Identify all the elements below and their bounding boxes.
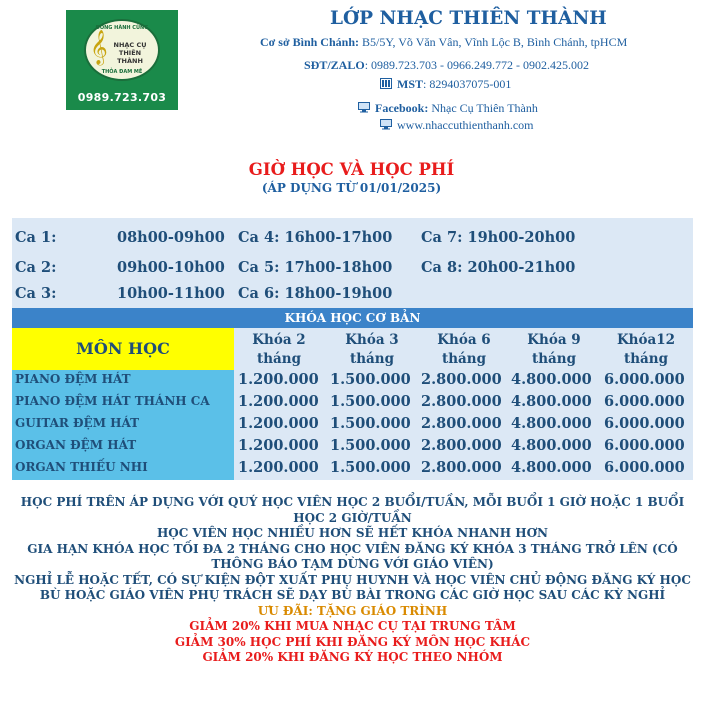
shift-label: Ca 3: [15, 285, 57, 302]
facebook-line [358, 101, 538, 116]
subject-name: ORGAN ĐỆM HÁT [15, 438, 137, 452]
shift-time: 18h00-19h00 [284, 285, 393, 302]
price-cell: 2.800.000 [421, 459, 502, 476]
branch-label: Cơ sở Bình Chánh: [260, 35, 359, 49]
price-cell: 6.000.000 [604, 459, 685, 476]
price-cell: 4.800.000 [511, 371, 592, 388]
duration-header [244, 331, 314, 369]
discount-note: GIẢM 30% HỌC PHÍ KHI ĐĂNG KÝ MÔN HỌC KHÁC [174, 634, 531, 649]
tax-value: : 8294037075-001 [423, 77, 512, 91]
logo-ring-top-text: ĐỒNG HÀNH CÙNG [95, 25, 149, 31]
price-cell: 2.800.000 [421, 437, 502, 454]
price-cell: 2.800.000 [421, 393, 502, 410]
subject-name: PIANO ĐỆM HÁT [15, 372, 131, 386]
duration-line: Khóa 2 [252, 332, 306, 348]
shift-entry [238, 285, 392, 302]
price-cell: 1.500.000 [330, 371, 411, 388]
school-name: LỚP NHẠC THIÊN THÀNH [330, 8, 607, 29]
logo-name-line: THÀNH [117, 57, 143, 65]
price-cell: 4.800.000 [511, 393, 592, 410]
shift-label: Ca 6: [238, 285, 280, 302]
subject-name: GUITAR ĐỆM HÁT [15, 416, 140, 430]
shift-label: Ca 7: [421, 229, 463, 246]
computer-icon [380, 119, 392, 130]
logo-emblem [84, 19, 160, 81]
shift-label: Ca 8: [421, 259, 463, 276]
duration-line: tháng [441, 351, 487, 367]
duration-header [337, 331, 407, 369]
shift-entry [238, 259, 392, 276]
price-cell: 6.000.000 [604, 415, 685, 432]
subject-column-header: MÔN HỌC [12, 328, 234, 370]
shift-entry [421, 259, 575, 276]
phone-label: SĐT/ZALO [304, 58, 365, 72]
shift-entry [238, 229, 392, 246]
logo [66, 10, 178, 110]
tax-line [380, 77, 511, 92]
shift-time: 16h00-17h00 [284, 229, 393, 246]
price-cell: 1.500.000 [330, 437, 411, 454]
duration-line: Khóa 6 [437, 332, 491, 348]
discount-note: GIẢM 20% KHI MUA NHẠC CỤ TẠI TRUNG TÂM [189, 619, 516, 633]
website-line [380, 118, 534, 133]
treble-clef-icon: 𝄞 [90, 30, 108, 65]
price-cell: 1.200.000 [238, 437, 319, 454]
phone-line [304, 58, 589, 73]
website-value: www.nhaccuthienthanh.com [397, 118, 534, 132]
duration-line: Khóa 9 [527, 332, 581, 348]
shift-label: Ca 4: [238, 229, 280, 246]
price-cell: 4.800.000 [511, 437, 592, 454]
price-cell: 6.000.000 [604, 371, 685, 388]
price-cell: 1.200.000 [238, 415, 319, 432]
discount-note: GIẢM 20% KHI ĐĂNG KÝ HỌC THEO NHÓM [202, 650, 503, 664]
duration-header [611, 331, 681, 369]
branch-address-value: B5/5Y, Võ Văn Vân, Vĩnh Lộc B, Bình Chánh, tpHCM [359, 35, 628, 49]
price-cell: 1.200.000 [238, 393, 319, 410]
logo-name-line: NHẠC CỤ [113, 41, 147, 49]
shift-label: Ca 5: [238, 259, 280, 276]
shift-entry [421, 229, 575, 246]
page-title: GIỜ HỌC VÀ HỌC PHÍ [248, 160, 455, 179]
duration-line: Khóa12 [616, 332, 676, 348]
logo-ring-bottom-text: THỎA ĐAM MÊ [101, 69, 143, 75]
duration-header [429, 331, 499, 369]
duration-line: tháng [623, 351, 669, 367]
shift-time: 10h00-11h00 [117, 285, 225, 302]
price-cell: 1.500.000 [330, 415, 411, 432]
price-cell: 1.200.000 [238, 371, 319, 388]
branch-address [260, 35, 627, 50]
price-cell: 1.500.000 [330, 459, 411, 476]
policy-note: NGHỈ LỄ HOẶC TẾT, CÓ SỰ KIỆN ĐỘT XUẤT PHỤ HUYNH VÀ HỌC VIÊN CHỦ ĐỘNG ĐĂNG KÝ HỌC BÙ HOẶC GIÁO VIÊN PHỤ TRÁCH SẼ DẠY BÙ BÀI TRONG CÁC GIỜ HỌC SAU CÁC KỲ NGHỈ [14, 572, 691, 602]
price-cell: 4.800.000 [511, 459, 592, 476]
offer-heading: ƯU ĐÃI: TẶNG GIÁO TRÌNH [257, 603, 448, 618]
subject-name: ORGAN THIẾU NHI [15, 460, 148, 474]
shift-label: Ca 2: [15, 259, 57, 276]
duration-line: Khóa 3 [345, 332, 399, 348]
price-cell: 4.800.000 [511, 415, 592, 432]
logo-name [106, 41, 154, 65]
facebook-value: Nhạc Cụ Thiên Thành [428, 101, 538, 115]
facebook-label: Facebook: [375, 101, 429, 115]
duration-line: tháng [531, 351, 577, 367]
policy-note: HỌC PHÍ TRÊN ÁP DỤNG VỚI QUÝ HỌC VIÊN HỌC 2 BUỔI/TUẦN, MỖI BUỔI 1 GIỜ HOẶC 1 BUỔI HỌC 2 GIỜ/TUẦN [20, 495, 685, 525]
phone-value: : 0989.723.703 - 0966.249.772 - 0902.425.002 [364, 58, 590, 72]
shift-time: 17h00-18h00 [284, 259, 393, 276]
page-subtitle: (ÁP DỤNG TỪ 01/01/2025) [261, 181, 442, 195]
notes [12, 495, 693, 666]
shift-label: Ca 1: [15, 229, 57, 246]
shift-time: 08h00-09h00 [117, 229, 225, 246]
course-section-header: KHÓA HỌC CƠ BẢN [12, 308, 693, 328]
subject-name: PIANO ĐỆM HÁT THÁNH CA [15, 394, 210, 408]
building-icon [380, 78, 392, 89]
duration-header [519, 331, 589, 369]
price-cell: 1.200.000 [238, 459, 319, 476]
price-cell: 2.800.000 [421, 371, 502, 388]
tax-label: MST [397, 77, 424, 91]
price-cell: 2.800.000 [421, 415, 502, 432]
shift-time: 09h00-10h00 [117, 259, 225, 276]
logo-phone: 0989.723.703 [77, 91, 167, 104]
policy-note: HỌC VIÊN HỌC NHIỀU HƠN SẼ HẾT KHÓA NHANH HƠN [156, 526, 549, 540]
price-cell: 1.500.000 [330, 393, 411, 410]
monitor-icon [358, 102, 370, 113]
price-cell: 6.000.000 [604, 393, 685, 410]
logo-name-line: THIÊN [118, 49, 142, 57]
subject-column [12, 370, 234, 480]
policy-note: GIA HẠN KHÓA HỌC TỐI ĐA 2 THÁNG CHO HỌC VIÊN ĐĂNG KÝ KHÓA 3 THÁNG TRỞ LÊN (CÓ THÔNG BÁO TẠM DỪNG VỚI GIÁO VIÊN) [27, 541, 678, 571]
duration-line: tháng [349, 351, 395, 367]
price-cell: 6.000.000 [604, 437, 685, 454]
shift-time: 19h00-20h00 [467, 229, 576, 246]
shift-time: 20h00-21h00 [467, 259, 576, 276]
duration-line: tháng [256, 351, 302, 367]
